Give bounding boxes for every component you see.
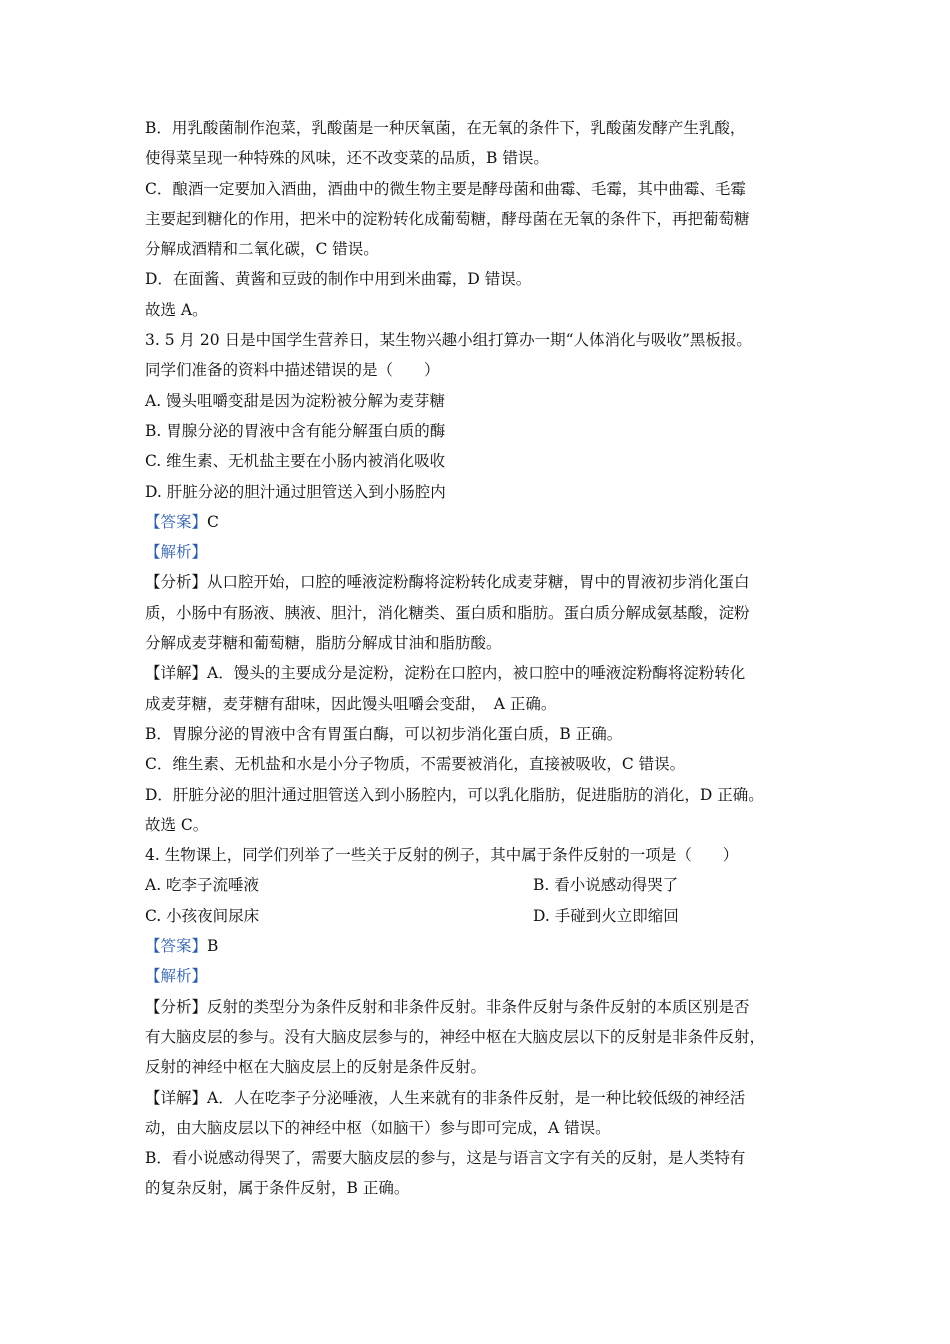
text-line: D. 肝脏分泌的胆汁通过胆管送入到小肠腔内: [145, 482, 446, 501]
option-right: D. 手碰到火立即缩回: [533, 906, 679, 925]
text-line: 使得菜呈现一种特殊的风味，还不改变菜的品质，B 错误。: [145, 149, 549, 168]
option-left: A. 吃李子流唾液: [145, 876, 260, 895]
text-line: 同学们准备的资料中描述错误的是（ ）: [145, 361, 440, 380]
text-line: B．用乳酸菌制作泡菜，乳酸菌是一种厌氧菌，在无氧的条件下，乳酸菌发酵产生乳酸，: [145, 119, 746, 137]
text-line: D．肝脏分泌的胆汁通过胆管送入到小肠腔内，可以乳化脂肪，促进脂肪的消化，D 正确。: [145, 785, 764, 804]
option-right: B. 看小说感动得哭了: [533, 876, 679, 895]
text-line: 【分析】从口腔开始，口腔的唾液淀粉酶将淀粉转化成麦芽糖，胃中的胃液初步消化蛋白: [145, 573, 750, 592]
section-tag: 【答案】: [145, 512, 208, 531]
tagged-line: [145, 931, 810, 961]
text-line: B．胃腺分泌的胃液中含有胃蛋白酶，可以初步消化蛋白质，B 正确。: [145, 724, 623, 743]
tag-value: C: [207, 512, 219, 531]
section-tag: 【解析】: [145, 967, 208, 986]
text-line: 【详解】A．人在吃李子分泌唾液，人生来就有的非条件反射，是一种比较低级的神经活: [145, 1088, 746, 1107]
text-line: 分解成酒精和二氧化碳，C 错误。: [145, 240, 379, 259]
option-left: C. 小孩夜间尿床: [145, 906, 260, 925]
text-line: 质，小肠中有肠液、胰液、胆汁，消化糖类、蛋白质和脂肪。蛋白质分解成氨基酸，淀粉: [145, 603, 750, 622]
text-line: 4. 生物课上，同学们列举了一些关于反射的例子，其中属于条件反射的一项是（ ）: [145, 846, 739, 865]
text-line: 主要起到糖化的作用，把米中的淀粉转化成葡萄糖，酵母菌在无氧的条件下，再把葡萄糖: [145, 209, 750, 228]
section-tag: 【答案】: [145, 937, 208, 956]
text-line: C．酿酒一定要加入酒曲，酒曲中的微生物主要是酵母菌和曲霉、毛霉，其中曲霉、毛霉: [145, 179, 746, 198]
option-row: [145, 870, 810, 900]
text-line: 有大脑皮层的参与。没有大脑皮层参与的，神经中枢在大脑皮层以下的反射是非条件反射，: [145, 1027, 766, 1046]
text-line: 分解成麦芽糖和葡萄糖，脂肪分解成甘油和脂肪酸。: [145, 634, 502, 653]
text-line: A. 馒头咀嚼变甜是因为淀粉被分解为麦芽糖: [145, 391, 446, 410]
tag-value: B: [207, 937, 219, 956]
tagged-line: [145, 537, 810, 567]
text-line: 成麦芽糖，麦芽糖有甜味，因此馒头咀嚼会变甜， A 正确。: [145, 694, 557, 713]
text-line: 故选 C。: [145, 815, 209, 834]
tagged-line: [145, 507, 810, 537]
text-line: 动，由大脑皮层以下的神经中枢（如脑干）参与即可完成，A 错误。: [145, 1118, 611, 1137]
section-tag: 【解析】: [145, 543, 208, 562]
text-line: D．在面酱、黄酱和豆豉的制作中用到米曲霉，D 错误。: [145, 270, 532, 289]
text-line: 【详解】A．馒头的主要成分是淀粉，淀粉在口腔内，被口腔中的唾液淀粉酶将淀粉转化: [145, 664, 746, 683]
text-line: 的复杂反射，属于条件反射，B 正确。: [145, 1179, 410, 1198]
tagged-line: [145, 961, 810, 991]
option-row: [145, 901, 810, 931]
text-line: B. 胃腺分泌的胃液中含有能分解蛋白质的酶: [145, 421, 446, 440]
text-line: 【分析】反射的类型分为条件反射和非条件反射。非条件反射与条件反射的本质区别是否: [145, 997, 750, 1016]
page-content: [145, 113, 810, 1204]
text-line: 3. 5 月 20 日是中国学生营养日，某生物兴趣小组打算办一期“人体消化与吸收”黑板报。: [145, 331, 752, 350]
text-line: B．看小说感动得哭了，需要大脑皮层的参与，这是与语言文字有关的反射，是人类特有: [145, 1149, 746, 1168]
text-line: 故选 A。: [145, 300, 208, 319]
text-line: C．维生素、无机盐和水是小分子物质，不需要被消化，直接被吸收，C 错误。: [145, 755, 686, 774]
text-line: C. 维生素、无机盐主要在小肠内被消化吸收: [145, 452, 446, 471]
text-line: 反射的神经中枢在大脑皮层上的反射是条件反射。: [145, 1058, 487, 1077]
